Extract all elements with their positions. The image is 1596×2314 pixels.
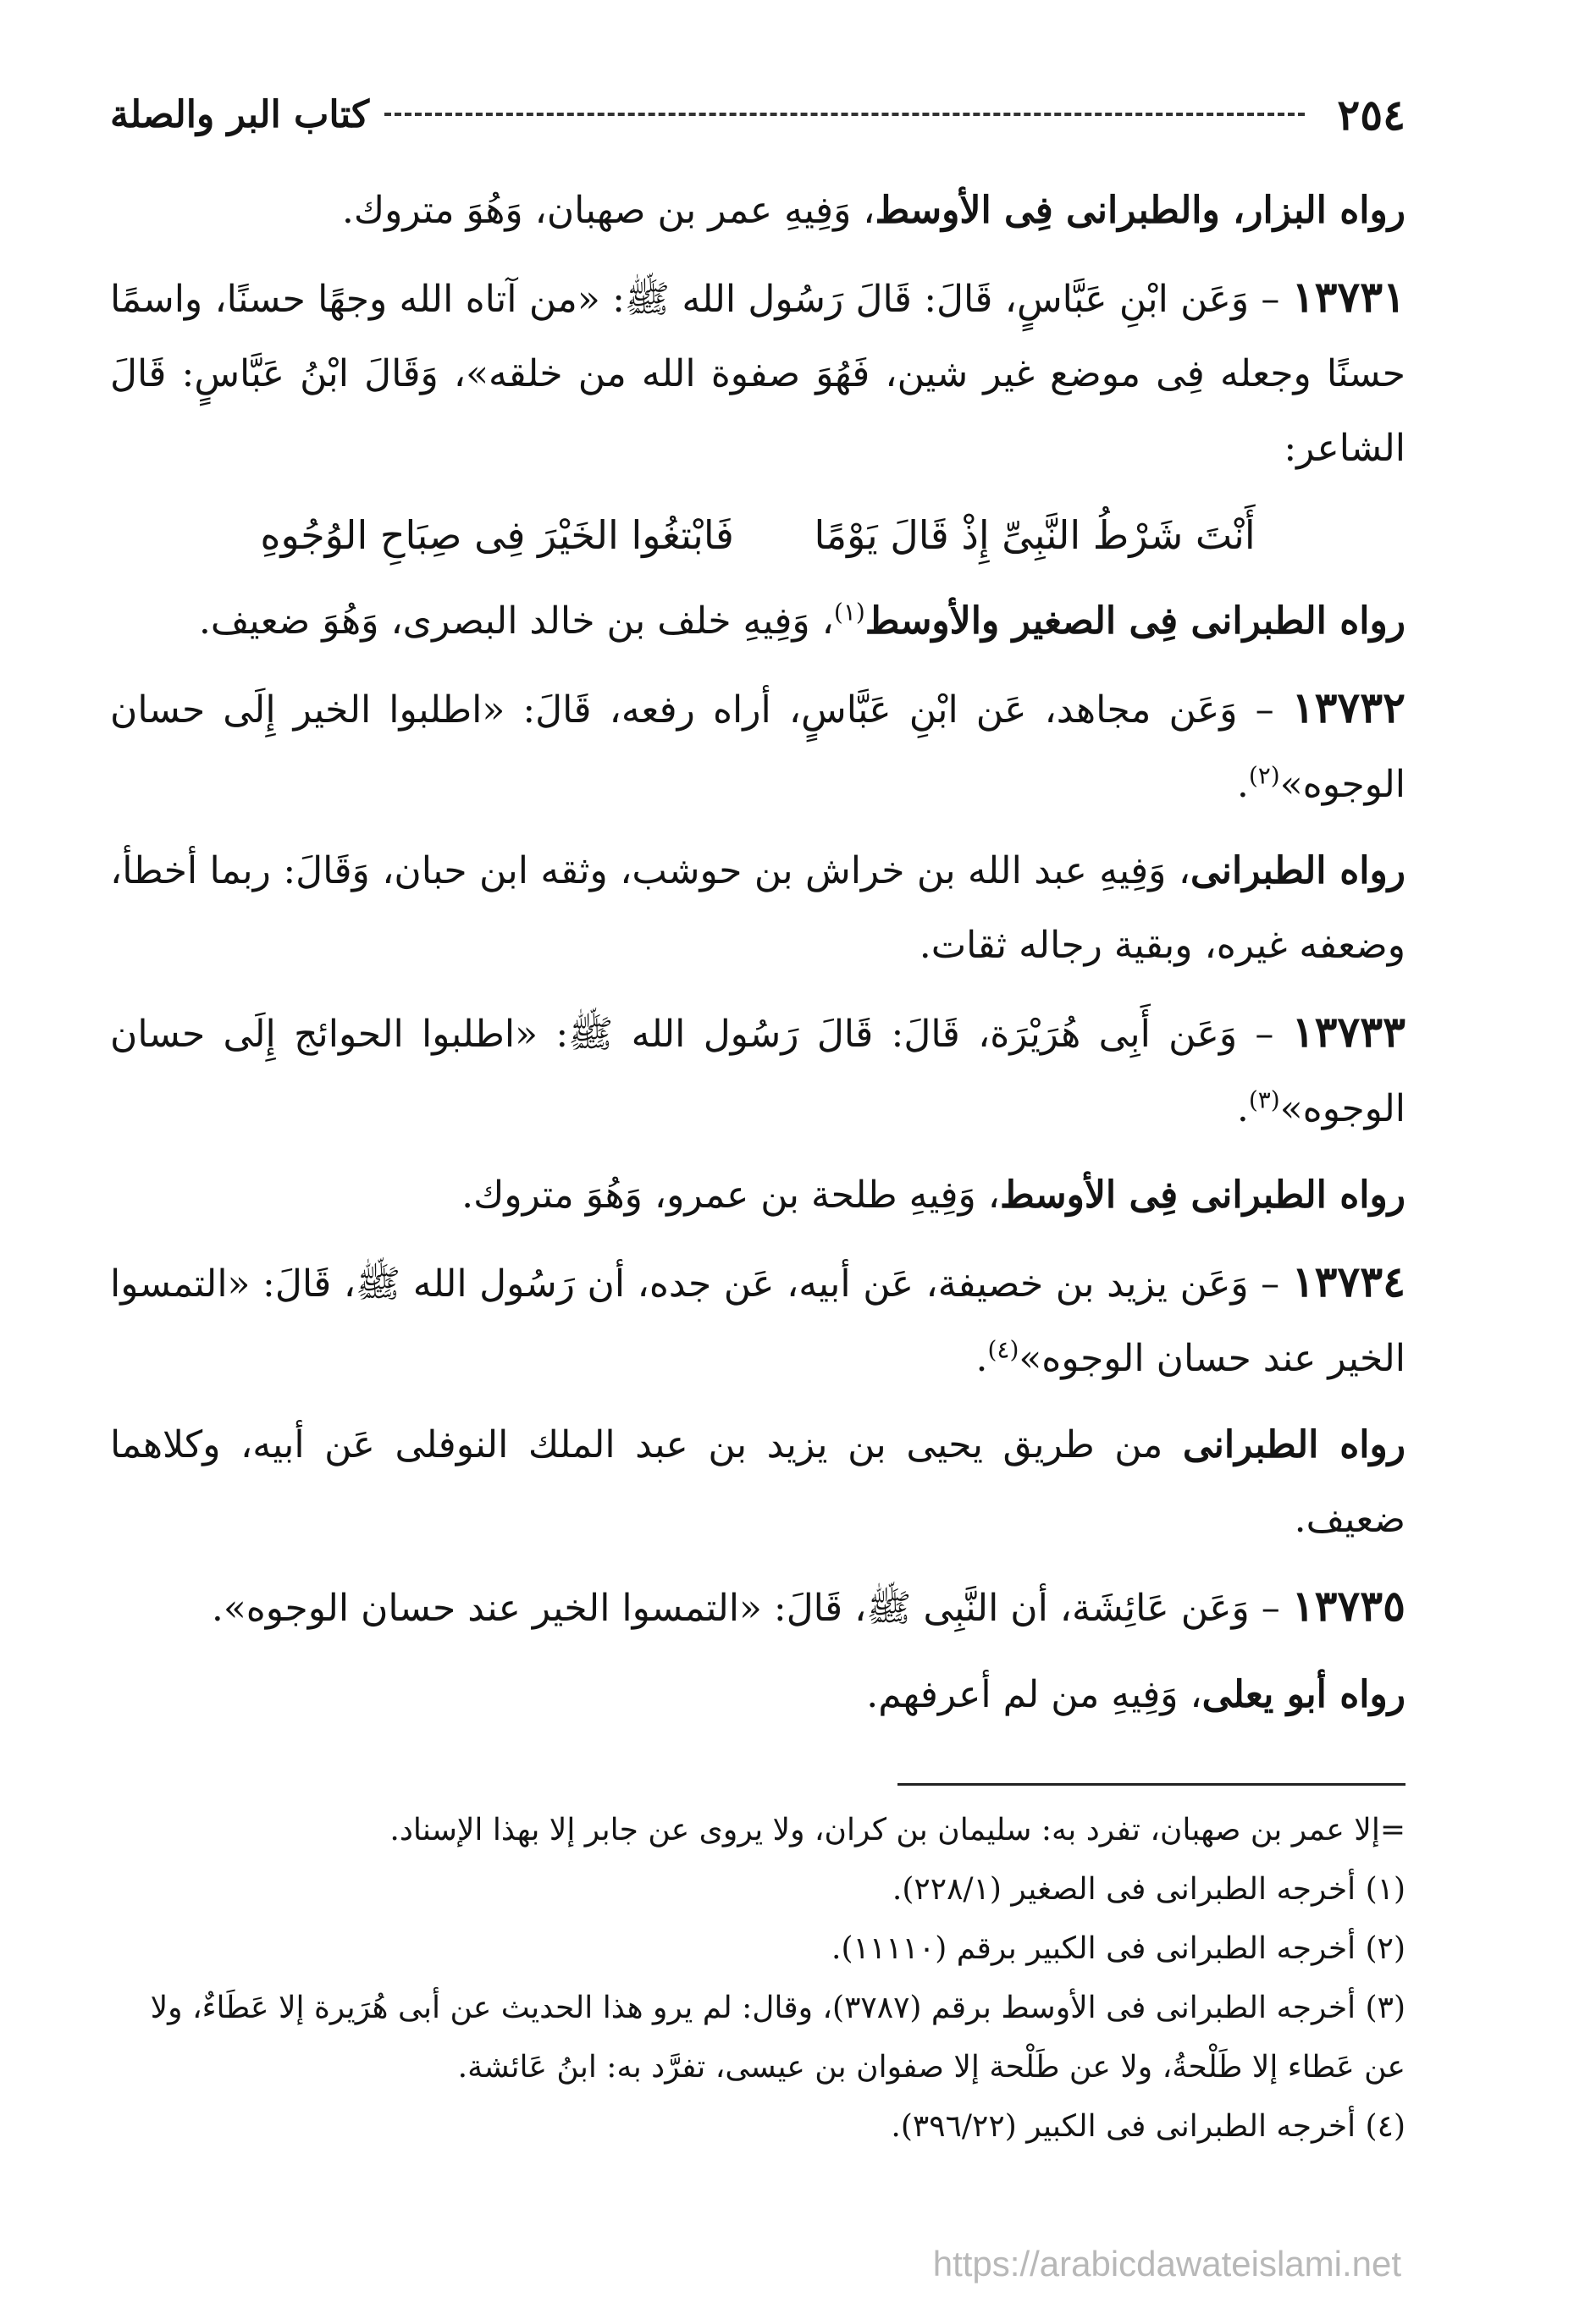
period: . — [975, 1337, 988, 1380]
source-label: رواه الطبرانى فِى الأوسط — [999, 1174, 1405, 1217]
watermark-url: https://arabicdawateislami.net — [932, 2244, 1401, 2284]
footnote-2: (٢) أخرجه الطبرانى فى الكبير برقم (١١١١٠). — [831, 1931, 1405, 1966]
hadith-number: ١٣٧٣٤ — [1291, 1256, 1405, 1306]
period: . — [1236, 1087, 1249, 1130]
header-divider — [384, 113, 1305, 116]
narration-text: من طريق يحيى بن يزيد بن عبد الملك النوفلى عَن أبيه، وكلاهما ضعيف. — [110, 1423, 1405, 1541]
narration-text: ، وَفِيهِ خلف بن خالد البصرى، وَهُوَ ضعيف. — [198, 599, 834, 643]
source-label: رواه الطبرانى فِى الصغير والأوسط — [864, 599, 1405, 643]
narration-1 — [110, 174, 1405, 248]
page-body — [110, 174, 1405, 1732]
hadith-13734 — [110, 1245, 1405, 1396]
narration-text: ، وَفِيهِ من لم أعرفهم. — [866, 1673, 1202, 1716]
verse-second-half: فَابْتغُوا الخَيْرَ فِى صِبَاحِ الوُجُوهِ — [260, 512, 734, 558]
footnote-3: (٣) أخرجه الطبرانى فى الأوسط برقم (٣٧٨٧)، وقال: لم يرو هذا الحديث عن أبى هُرَيرة إلا عَطَاءٌ، ولا عن عَطاء إلا طَلْحةُ، ولا عن طَلْحة إلا صفوان بن عيسى، تفرَّد به: ابنُ عَائشة. — [150, 1991, 1405, 2085]
narration-text: ، وَفِيهِ عبد الله بن خراش بن حوشب، وثقه ابن حبان، وَقَالَ: ربما أخطأ، وضعفه غيره، وبقية رجاله ثقات. — [110, 849, 1405, 967]
book-title: كتاب البر والصلة — [110, 92, 370, 136]
hadith-13731 — [110, 260, 1405, 486]
hadith-text: – وَعَن عَائِشَة، أن النَّبِى ﷺ، قَالَ: «التمسوا الخير عند حسان الوجوه». — [211, 1587, 1292, 1630]
narration-text: ، وَفِيهِ عمر بن صهبان، وَهُوَ متروك. — [341, 189, 875, 232]
footnote-ref: (٣) — [1248, 1085, 1280, 1114]
footnote-4: (٤) أخرجه الطبرانى فى الكبير (٣٩٦/٢٢). — [891, 2109, 1405, 2144]
source-label: رواه أبو يعلى — [1201, 1673, 1405, 1716]
verse-first-half: أَنْتَ شَرْطُ النَّبِىِّ إِذْ قَالَ يَوْمًا — [814, 512, 1256, 558]
page-header — [110, 80, 1405, 148]
hadith-number: ١٣٧٣٣ — [1291, 1007, 1405, 1057]
source-label: رواه البزار، والطبرانى فِى الأوسط — [875, 189, 1405, 232]
hadith-text: – وَعَن ابْنِ عَبَّاسٍ، قَالَ: قَالَ رَسُول الله ﷺ: «من آتاه الله وجهًا حسنًا، واسمًا حسنًا وجعله فِى موضع غير شين، فَهُوَ صفوة الله من خلقه»، وَقَالَ ابْنُ عَبَّاسٍ: قَالَ الشاعر: — [110, 278, 1405, 470]
narration-4 — [110, 1158, 1405, 1233]
narration-2 — [110, 584, 1405, 659]
book-page — [110, 80, 1405, 2282]
footnotes — [110, 1801, 1405, 2157]
period: . — [1236, 763, 1249, 806]
poem-verse — [110, 498, 1405, 572]
hadith-number: ١٣٧٣٥ — [1291, 1581, 1405, 1631]
hadith-number: ١٣٧٣١ — [1291, 272, 1405, 322]
footnote-continuation: =إلا عمر بن صهبان، تفرد به: سليمان بن كران، ولا يروى عن جابر إلا بهذا الإسناد. — [389, 1813, 1405, 1847]
narration-6 — [110, 1658, 1405, 1732]
narration-3 — [110, 834, 1405, 983]
hadith-13735 — [110, 1569, 1405, 1646]
footnote-separator — [897, 1783, 1405, 1786]
page-number: ٢٥٤ — [1337, 89, 1405, 140]
source-label: رواه الطبرانى — [1182, 1423, 1406, 1466]
hadith-13733 — [110, 995, 1405, 1146]
hadith-text: – وَعَن مجاهد، عَن ابْنِ عَبَّاسٍ، أراه رفعه، قَالَ: «اطلبوا الخير إِلَى حسان الوجوه» — [110, 688, 1405, 806]
hadith-13732 — [110, 671, 1405, 822]
hadith-text: – وَعَن أَبِى هُرَيْرَة، قَالَ: قَالَ رَسُول الله ﷺ: «اطلبوا الحوائج إِلَى حسان الوجوه» — [110, 1013, 1405, 1130]
source-label: رواه الطبرانى — [1190, 849, 1406, 892]
footnote-ref: (٢) — [1248, 761, 1280, 790]
hadith-text: – وَعَن يزيد بن خصيفة، عَن أبيه، عَن جده، أن رَسُول الله ﷺ، قَالَ: «التمسوا الخير عند حسان الوجوه» — [110, 1262, 1405, 1380]
footnote-ref: (١) — [833, 598, 865, 627]
narration-text: ، وَفِيهِ طلحة بن عمرو، وَهُوَ متروك. — [461, 1174, 1000, 1217]
footnote-ref: (٤) — [987, 1335, 1019, 1364]
hadith-number: ١٣٧٣٢ — [1291, 682, 1405, 732]
footnote-1: (١) أخرجه الطبرانى فى الصغير (٢٢٨/١). — [892, 1872, 1405, 1907]
narration-5 — [110, 1408, 1405, 1557]
